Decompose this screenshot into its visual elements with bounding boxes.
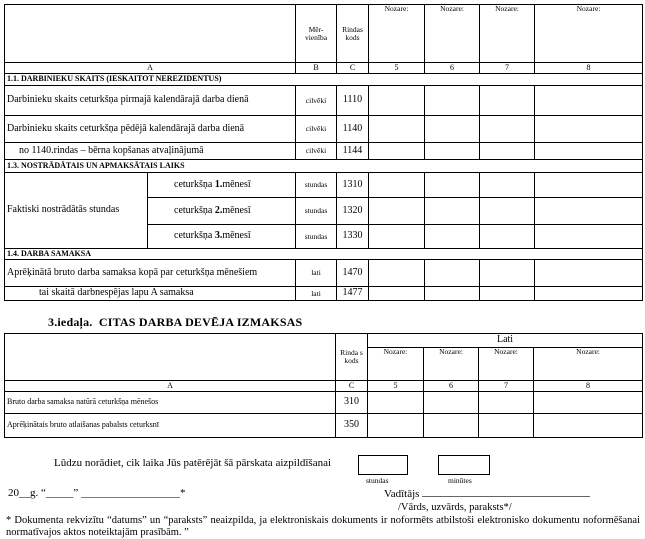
row-1310-input-6[interactable] [425, 173, 480, 198]
row-1110-input-8[interactable] [535, 86, 643, 116]
t2-row-code-header: Rinda s kods [336, 334, 368, 381]
worked-hours-label: Faktiski nostrādātās stundas [5, 173, 148, 249]
row-1320-input-5[interactable] [369, 198, 425, 225]
section-3-title [48, 315, 302, 330]
other-payments-table [4, 333, 643, 438]
row-1140-unit: cilvēki [296, 116, 337, 143]
row-1110-input-7[interactable] [480, 86, 535, 116]
row-1320-code: 1320 [337, 198, 369, 225]
row-1144-input-8[interactable] [535, 143, 643, 160]
row-310-input-5[interactable] [368, 392, 424, 414]
row-1330-input-8[interactable] [535, 225, 643, 249]
footnote: * Dokumenta rekvizītu “datums” un “paraksts” neaizpilda, ja elektroniskais dokuments ir noformēts atbilstoši elektronisko dokumentu noformēšanai normatīvajos aktos noteiktajām prasībām. ” [6, 515, 640, 539]
section-3-number: 3.iedaļa. [48, 315, 93, 329]
row-1110-input-6[interactable] [425, 86, 480, 116]
row-350-input-8[interactable] [534, 414, 643, 438]
row-1140-code: 1140 [337, 116, 369, 143]
row-350-label: Aprēķinātais bruto atlaišanas pabalsts ceturksnī [5, 414, 336, 438]
row-1144-input-5[interactable] [369, 143, 425, 160]
row-350-code: 350 [336, 414, 368, 438]
month-2-label: ceturkšņa 2.mēnesī [148, 198, 296, 225]
t2-column-number-6: 6 [424, 381, 479, 392]
column-number-7: 7 [480, 63, 535, 74]
currency-header: Lati [368, 334, 643, 348]
row-1144-label: no 1140.rindas – bērna kopšanas atvaļinājumā [5, 143, 296, 160]
row-1110-label: Darbinieku skaits ceturkšņa pirmajā kalendārajā darba dienā [5, 86, 296, 116]
head-label: Vadītājs [384, 488, 420, 500]
row-1110-unit: cilvēki [296, 86, 337, 116]
row-310-code: 310 [336, 392, 368, 414]
month-1-label: ceturkšņa 1.mēnesī [148, 173, 296, 198]
section-3-heading: CITAS DARBA DEVĒJA IZMAKSAS [98, 315, 303, 329]
row-310-label: Bruto darba samaksa natūrā ceturkšņa mēnešos [5, 392, 336, 414]
row-code-header: Rindas kods [337, 5, 369, 63]
row-350-input-5[interactable] [368, 414, 424, 438]
row-1140-input-6[interactable] [425, 116, 480, 143]
industry-header-6: Nozare: [425, 5, 480, 63]
section-1-1-title: 1.1. DARBINIEKU SKAITS (IESKAITOT NEREZIDENTUS) [5, 74, 643, 86]
row-1477-input-7[interactable] [480, 287, 535, 301]
row-1140-input-8[interactable] [535, 116, 643, 143]
minutes-caption: minūtes [448, 476, 472, 485]
row-1144-input-7[interactable] [480, 143, 535, 160]
industry-header-7: Nozare: [480, 5, 535, 63]
month-3-label: ceturkšņa 3.mēnesī [148, 225, 296, 249]
section-1-3-title: 1.3. NOSTRĀDĀTAIS UN APMAKSĀTAIS LAIKS [5, 160, 643, 173]
row-1110-input-5[interactable] [369, 86, 425, 116]
row-1477-input-6[interactable] [425, 287, 480, 301]
column-number-5: 5 [369, 63, 425, 74]
column-number-6: 6 [425, 63, 480, 74]
t2-column-number-7: 7 [479, 381, 534, 392]
t2-column-number-5: 5 [368, 381, 424, 392]
t2-column-letter-a: A [5, 381, 336, 392]
column-number-8: 8 [535, 63, 643, 74]
row-1470-input-6[interactable] [425, 260, 480, 287]
t2-column-letter-c: C [336, 381, 368, 392]
row-350-input-7[interactable] [479, 414, 534, 438]
row-1477-code: 1477 [337, 287, 369, 301]
row-1320-input-8[interactable] [535, 198, 643, 225]
time-spent-question: Lūdzu norādiet, cik laika Jūs patērējāt šā pārskata aizpildīšanai [54, 457, 332, 469]
t2-header-blank [5, 334, 336, 381]
industry-header-5: Nozare: [369, 5, 425, 63]
row-1140-input-7[interactable] [480, 116, 535, 143]
row-1320-unit: stundas [296, 198, 337, 225]
row-310-input-6[interactable] [424, 392, 479, 414]
t2-industry-header-5: Nozare: [368, 348, 424, 381]
section-1-4-title: 1.4. DARBA SAMAKSA [5, 249, 643, 260]
minutes-input[interactable] [438, 455, 490, 475]
signature-line[interactable] [422, 487, 590, 497]
row-310-input-8[interactable] [534, 392, 643, 414]
row-1144-unit: cilvēki [296, 143, 337, 160]
row-1140-label: Darbinieku skaits ceturkšņa pēdējā kalendārajā darba dienā [5, 116, 296, 143]
row-1330-input-7[interactable] [480, 225, 535, 249]
row-1320-input-7[interactable] [480, 198, 535, 225]
hours-input[interactable] [358, 455, 408, 475]
row-1310-input-8[interactable] [535, 173, 643, 198]
hours-caption: stundas [366, 476, 389, 485]
labor-statistics-table [4, 4, 643, 301]
row-1320-input-6[interactable] [425, 198, 480, 225]
row-1470-input-5[interactable] [369, 260, 425, 287]
column-letter-c: C [337, 63, 369, 74]
row-1330-code: 1330 [337, 225, 369, 249]
row-1470-unit: lati [296, 260, 337, 287]
row-1310-input-5[interactable] [369, 173, 425, 198]
row-1144-code: 1144 [337, 143, 369, 160]
industry-header-8: Nozare: [535, 5, 643, 63]
row-1110-code: 1110 [337, 86, 369, 116]
row-310-input-7[interactable] [479, 392, 534, 414]
t2-industry-header-7: Nozare: [479, 348, 534, 381]
signature-caption: /Vārds, uzvārds, paraksts*/ [398, 502, 512, 513]
row-1140-input-5[interactable] [369, 116, 425, 143]
row-1477-input-5[interactable] [369, 287, 425, 301]
row-1330-input-5[interactable] [369, 225, 425, 249]
row-1310-code: 1310 [337, 173, 369, 198]
t2-industry-header-8: Nozare: [534, 348, 643, 381]
row-1310-unit: stundas [296, 173, 337, 198]
unit-header: Mēr-vienība [296, 5, 337, 63]
row-1470-label: Aprēķinātā bruto darba samaksa kopā par ceturkšņa mēnešiem [5, 260, 296, 287]
column-letter-b: B [296, 63, 337, 74]
header-blank-cell [5, 5, 296, 63]
row-1330-input-6[interactable] [425, 225, 480, 249]
date-line[interactable]: 20__g. “_____” __________________* [8, 487, 186, 499]
row-350-input-6[interactable] [424, 414, 479, 438]
row-1477-label: tai skaitā darbnespējas lapu A samaksa [5, 287, 296, 301]
column-letter-a: A [5, 63, 296, 74]
row-1144-input-6[interactable] [425, 143, 480, 160]
row-1470-input-7[interactable] [480, 260, 535, 287]
t2-industry-header-6: Nozare: [424, 348, 479, 381]
row-1470-input-8[interactable] [535, 260, 643, 287]
t2-column-number-8: 8 [534, 381, 643, 392]
row-1477-unit: lati [296, 287, 337, 301]
head-signature [384, 487, 590, 500]
row-1330-unit: stundas [296, 225, 337, 249]
row-1477-input-8[interactable] [535, 287, 643, 301]
row-1470-code: 1470 [337, 260, 369, 287]
row-1310-input-7[interactable] [480, 173, 535, 198]
